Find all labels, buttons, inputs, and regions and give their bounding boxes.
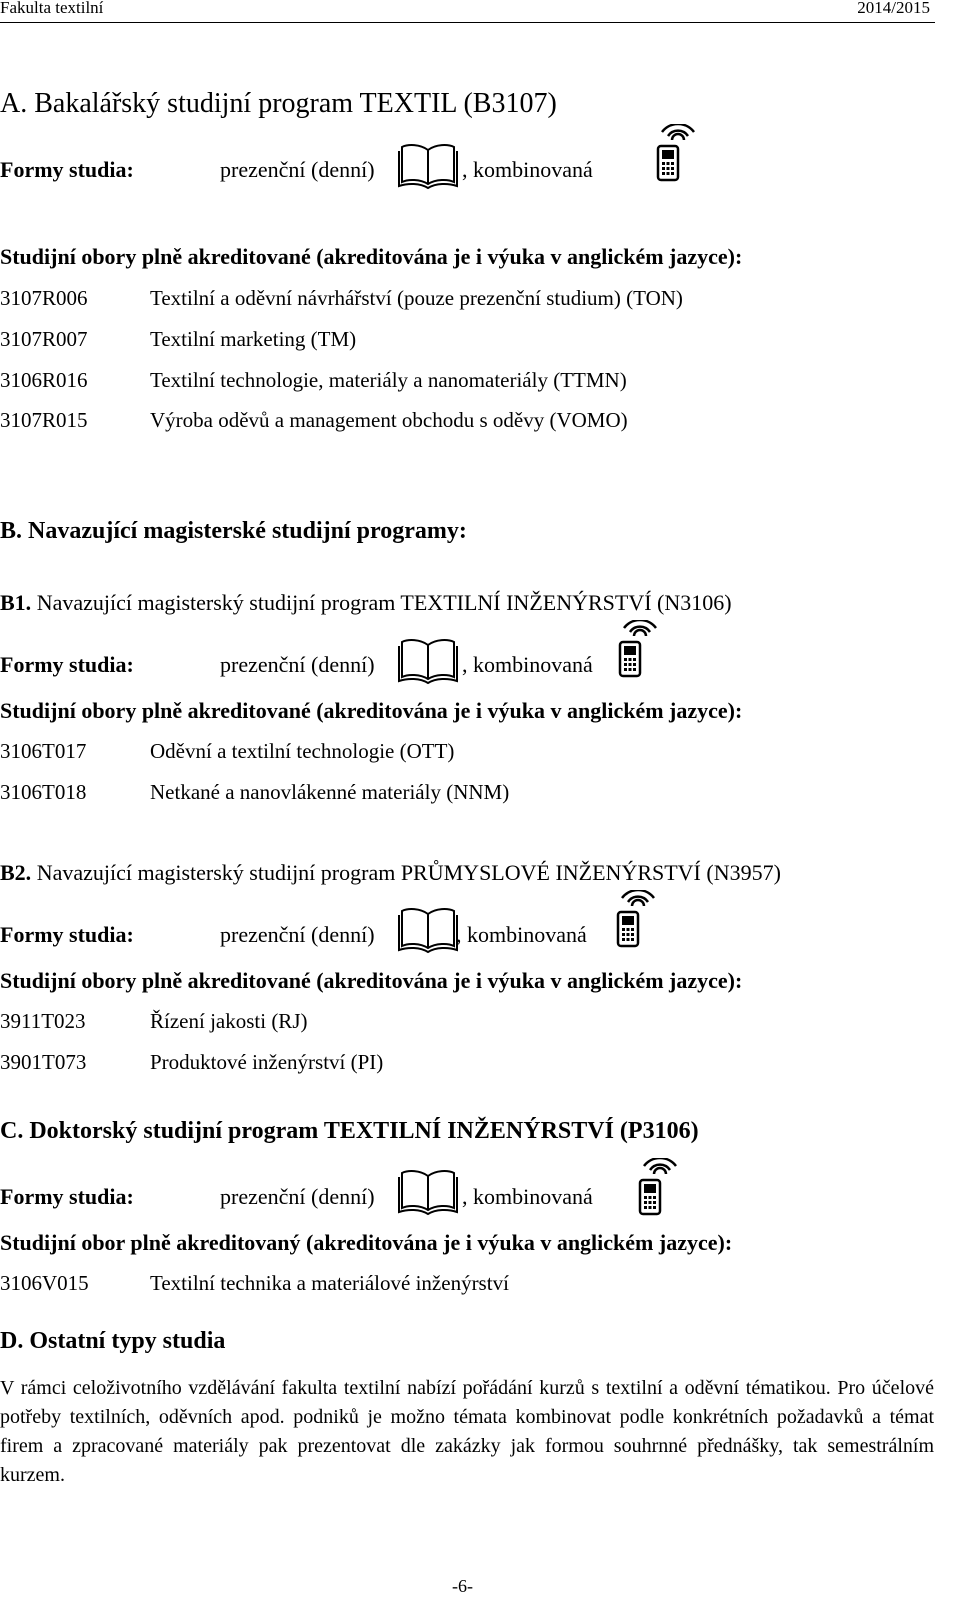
program-code: 3106V015 [0,1271,89,1295]
program-name: Produktové inženýrství (PI) [150,1050,384,1074]
program-code: 3106R016 [0,368,88,392]
section-c-title-text: Doktorský studijní program TEXTILNÍ INŽENÝRSTVÍ (P3106) [23,1118,699,1144]
program-code: 3107R006 [0,286,88,310]
program-name: Netkané a nanovlákenné materiály (NNM) [150,780,510,804]
forms-value-combined: , kombinovaná [462,1184,593,1209]
section-b1-title [0,590,732,616]
program-code: 3901T073 [0,1050,87,1074]
forms-value: prezenční (denní) [220,652,375,677]
program-code: 3106T017 [0,739,87,763]
forms-label: Formy studia: [0,1184,134,1209]
mobile-phone-icon [610,890,662,950]
header-rule [0,22,935,23]
mobile-phone-icon [612,620,664,680]
section-b2-prefix: B2. [0,860,32,885]
section-b1-prefix: B1. [0,590,32,615]
program-code: 3107R007 [0,327,88,351]
forms-value: prezenční (denní) [220,922,375,947]
program-name: Výroba oděvů a management obchodu s oděvy (VOMO) [150,408,628,432]
section-c-title [0,1118,699,1145]
open-book-icon [398,906,458,954]
forms-value-combined: , kombinovaná [462,157,593,182]
section-b2-title-text: Navazující magisterský studijní program PRŮMYSLOVÉ INŽENÝRSTVÍ (N3957) [31,860,781,885]
section-d-paragraph: V rámci celoživotního vzdělávání fakulta textilní nabízí pořádání kurzů s textilní a oděvní tématikou. Pro účelové potřeby textilních, oděvních apod. podniků je možno témata kombinovat podle konkrétních požadavků a témat firem a zpracované materiály pak prezentovat dle zakázky jak formou souhrnné přednášky, tak semestrálním kurzem. [0,1377,934,1486]
program-code: 3911T023 [0,1009,86,1033]
mobile-phone-icon [650,124,702,184]
header-faculty: Fakulta textilní [0,0,104,17]
program-code: 3106T018 [0,780,87,804]
page-number: -6- [452,1576,473,1596]
forms-value-combined: , kombinovaná [462,652,593,677]
fields-heading: Studijní obory plně akreditované (akreditována je i výuka v anglickém jazyce): [0,968,743,993]
forms-value-combined: , kombinovaná [456,922,587,947]
section-c-prefix: C. [0,1118,24,1144]
open-book-icon [398,1168,458,1216]
mobile-phone-icon [632,1158,684,1218]
open-book-icon [398,142,458,190]
header-year: 2014/2015 [857,0,930,17]
forms-label: Formy studia: [0,922,134,947]
program-name: Řízení jakosti (RJ) [150,1009,308,1033]
section-a-title: A. Bakalářský studijní program TEXTIL (B3107) [0,88,557,119]
section-b-title: B. Navazující magisterské studijní programy: [0,518,467,544]
fields-heading: Studijní obory plně akreditované (akreditována je i výuka v anglickém jazyce): [0,244,743,269]
forms-label: Formy studia: [0,652,134,677]
program-name: Oděvní a textilní technologie (OTT) [150,739,455,763]
forms-value: prezenční (denní) [220,1184,375,1209]
forms-value: prezenční (denní) [220,157,375,182]
section-b1-title-text: Navazující magisterský studijní program TEXTILNÍ INŽENÝRSTVÍ (N3106) [31,590,732,615]
fields-heading: Studijní obor plně akreditovaný (akreditována je i výuka v anglickém jazyce): [0,1230,733,1255]
section-d-title: D. Ostatní typy studia [0,1328,226,1354]
open-book-icon [398,637,458,685]
forms-label: Formy studia: [0,157,134,182]
fields-heading: Studijní obory plně akreditované (akreditována je i výuka v anglickém jazyce): [0,698,743,723]
section-b2-title [0,860,781,886]
program-name: Textilní technika a materiálové inženýrství [150,1271,509,1295]
program-code: 3107R015 [0,408,88,432]
program-name: Textilní a oděvní návrhářství (pouze prezenční studium) (TON) [150,286,683,310]
program-name: Textilní technologie, materiály a nanomateriály (TTMN) [150,368,627,392]
program-name: Textilní marketing (TM) [150,327,357,351]
